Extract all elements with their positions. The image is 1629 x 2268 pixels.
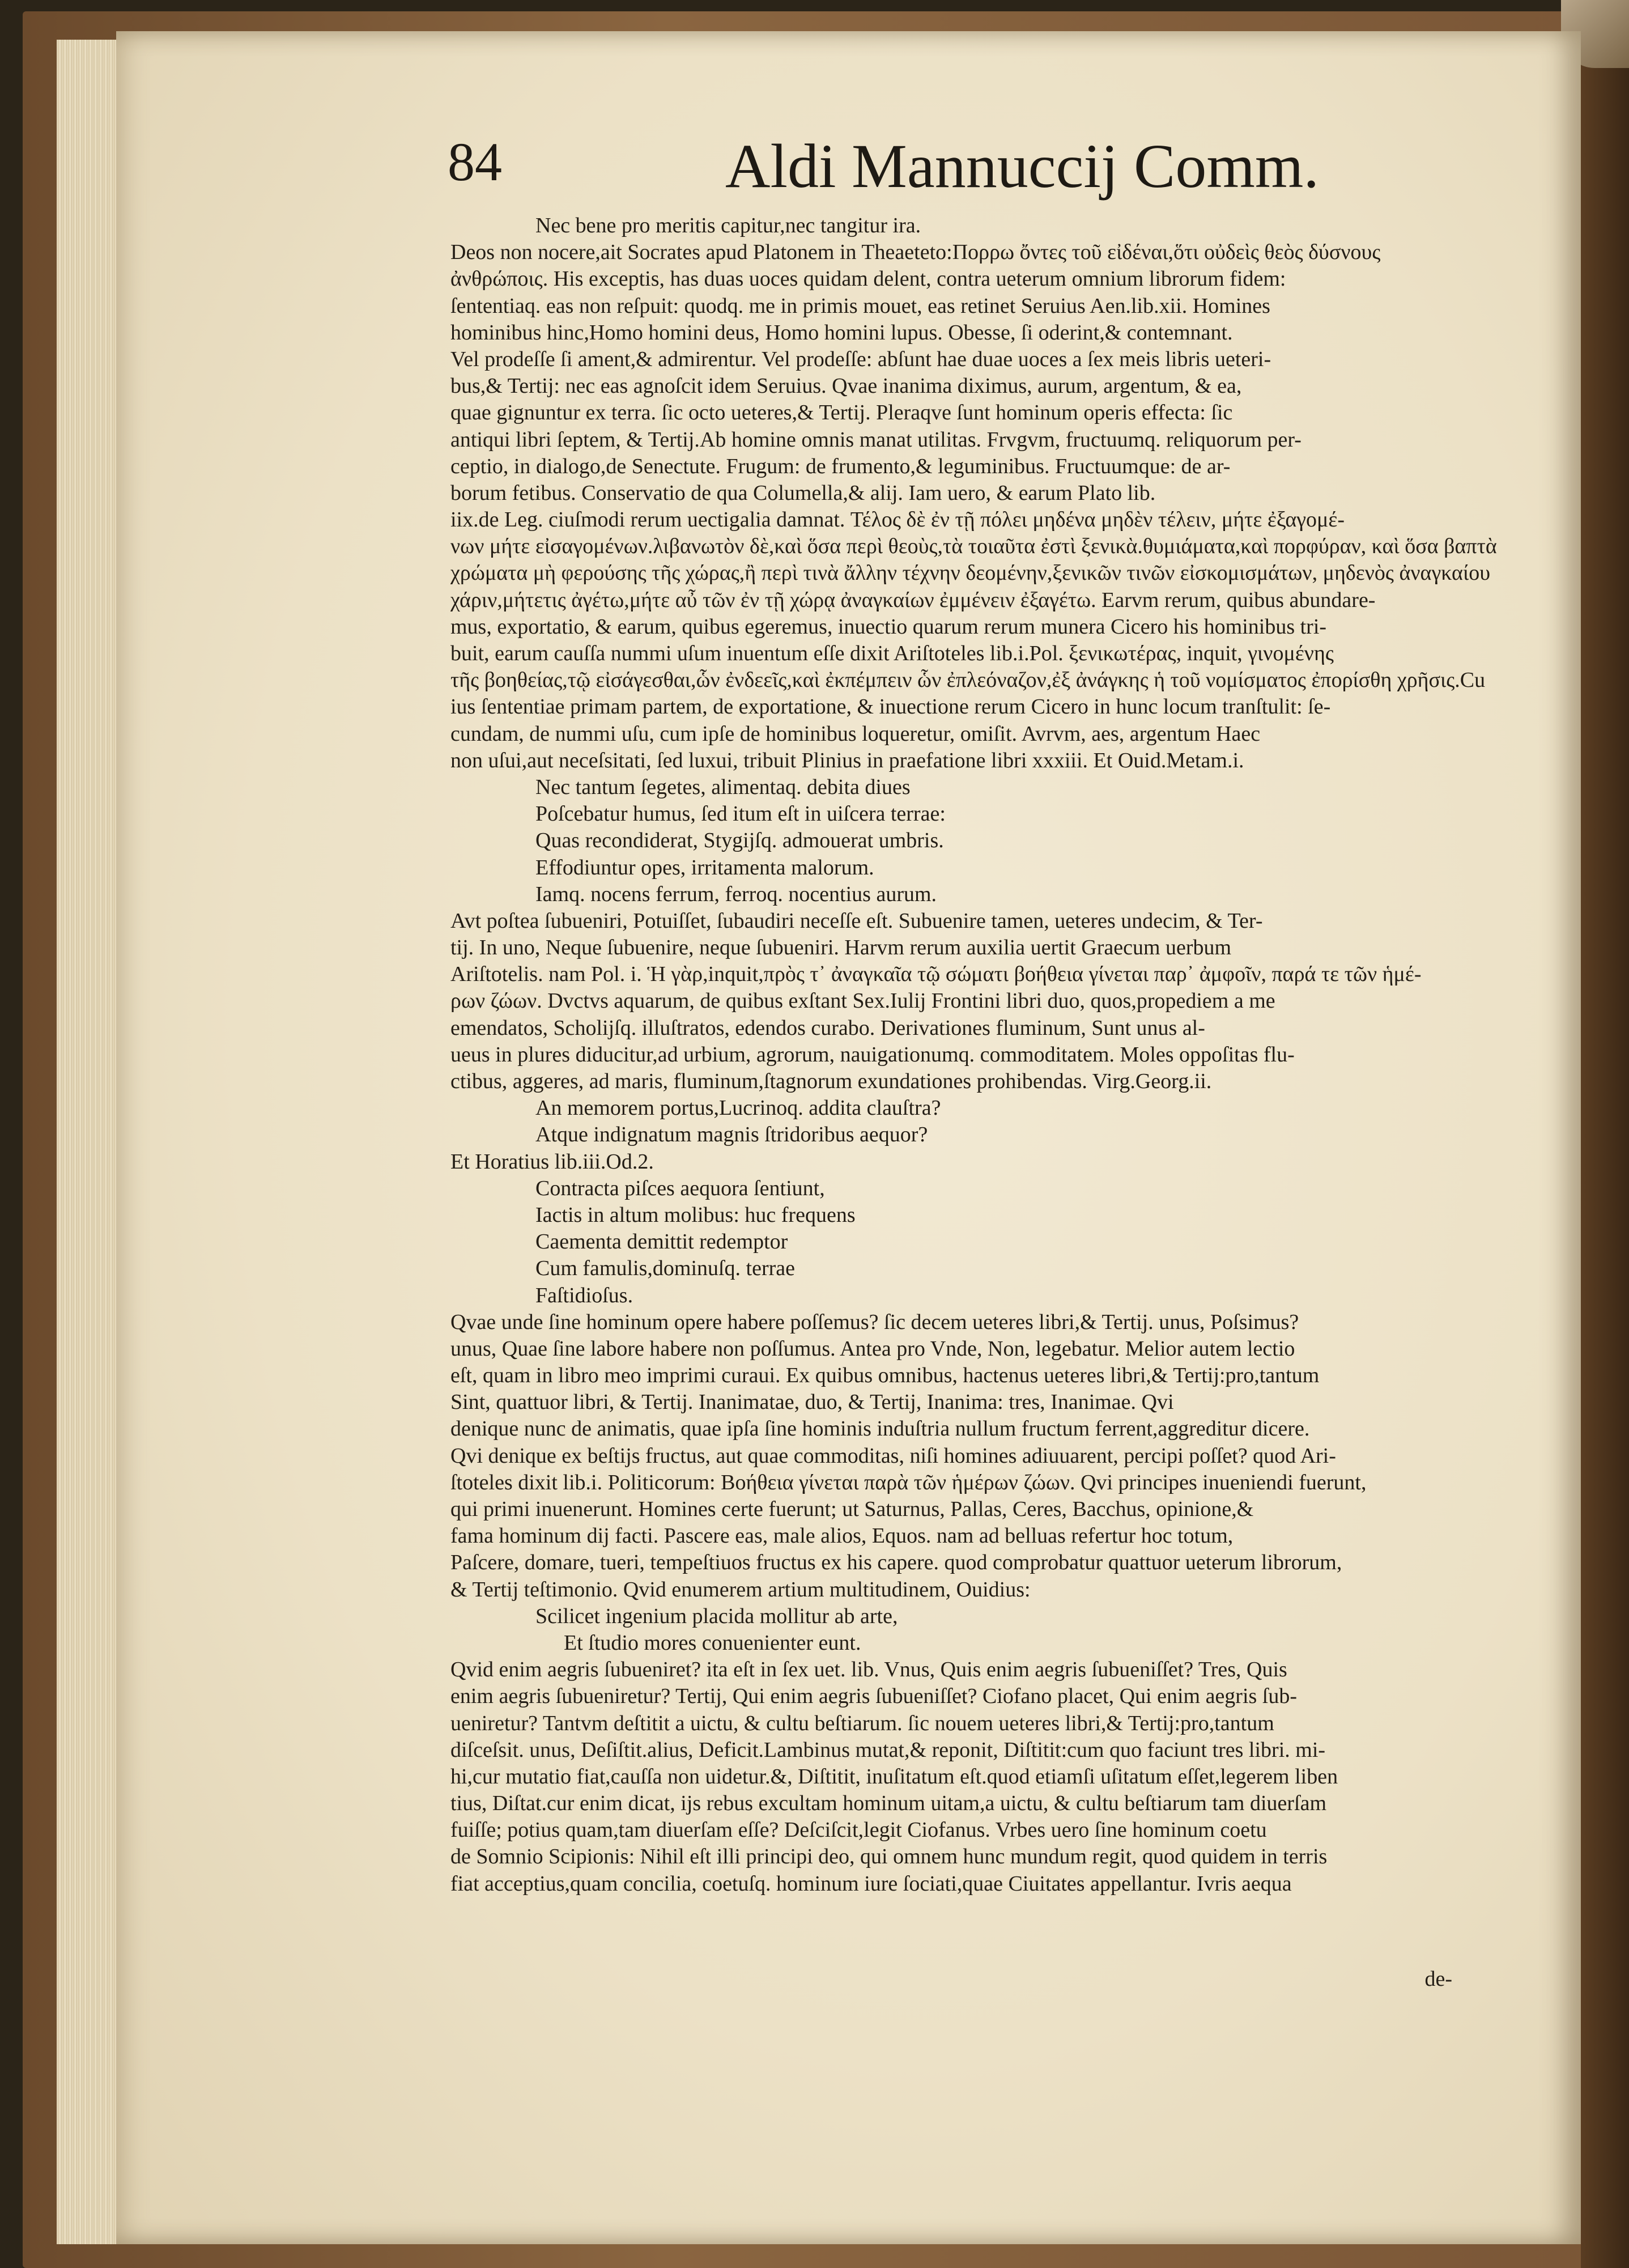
verse-line: Poſcebatur humus, ſed itum eſt in uiſcera terrae:	[535, 802, 946, 826]
text-line: ſententiaq. eas non reſpuit: quodq. me in primis mouet, eas retinet Seruius Aen.lib.xii. Homines	[450, 294, 1270, 318]
text-line: eſt, quam in libro meo imprimi curaui. Ex quibus omnibus, hactenus ueteres libri,& Tertij:pro,tantum	[450, 1364, 1320, 1388]
text-line: Paſcere, domare, tueri, tempeſtiuos fructus ex his capere. quod comprobatur quattuor ueterum librorum,	[450, 1551, 1342, 1575]
verse-line: Atque indignatum magnis ſtridoribus aequor?	[535, 1123, 928, 1147]
text-line: ἀνθρώποις. His exceptis, has duas uoces quidam delent, contra ueterum omnium librorum fidem:	[450, 267, 1286, 291]
text-line: borum fetibus. Conservatio de qua Columella,& alij. Iam uero, & earum Plato lib.	[450, 481, 1156, 505]
text-line: & Tertij teſtimonio. Qvid enumerem artium multitudinem, Ouidius:	[450, 1577, 1031, 1602]
verse-line: Et ſtudio mores conuenienter eunt.	[564, 1630, 861, 1655]
text-line: tius, Diſtat.cur enim dicat, ijs rebus excultam hominum uitam,a uictu, & cultu beſtiarum tam diuerſam	[450, 1791, 1327, 1816]
text-line: diſceſsit. unus, Deſiſtit.alius, Deficit.Lambinus mutat,& reponit, Diſtitit:cum quo faciunt tres libri. mi-	[450, 1738, 1326, 1762]
text-line: qui primi inuenerunt. Homines certe fuerunt; ut Saturnus, Pallas, Ceres, Bacchus, opinione,&	[450, 1497, 1254, 1521]
verse-line: An memorem portus,Lucrinoq. addita clauſtra?	[535, 1096, 941, 1120]
text-line: non uſui,aut neceſsitati, ſed luxui, tribuit Plinius in praefatione libri xxxiii. Et Ouid.Metam.i.	[450, 748, 1244, 772]
verse-line: Cum famulis,dominuſq. terrae	[535, 1256, 796, 1281]
text-line: fuiſſe; potius quam,tam diuerſam eſſe? Deſciſcit,legit Ciofanus. Vrbes uero ſine hominum coetu	[450, 1818, 1267, 1842]
verse-line: Scilicet ingenium placida mollitur ab arte,	[535, 1604, 898, 1628]
verse-line: Nec tantum ſegetes, alimentaq. debita diues	[535, 775, 911, 799]
text-line: iix.de Leg. ciuſmodi rerum uectigalia damnat. Τέλος δὲ ἐν τῇ πόλει μηδένα μηδὲν τέλειν, μήτε ἐξαγομέ-	[450, 508, 1345, 532]
verse-line: Faſtidioſus.	[535, 1283, 633, 1307]
text-line: cundam, de nummi uſu, cum ipſe de hominibus loqueretur, omiſit. Avrvm, aes, argentum Haec	[450, 721, 1261, 746]
page-header	[448, 130, 1524, 204]
greek-line: νων μήτε εἰσαγομένων.λιβανωτὸν δὲ,καὶ ὅσα περὶ θεοὺς,τὰ τοιαῦτα ἐστὶ ξενικὰ.θυμιάματα,καὶ πορφύραν, καὶ ὅσα βαπτὰ	[450, 534, 1497, 559]
catchword: de-	[1424, 1967, 1452, 1991]
text-line: mus, exportatio, & earum, quibus egeremus, inuectio quarum rerum munera Cicero his hominibus tri-	[450, 614, 1327, 639]
text-line: Qvid enim aegris ſubueniret? ita eſt in ſex uet. lib. Vnus, Quis enim aegris ſubueniſſet? Tres, Quis	[450, 1658, 1287, 1682]
text-line: emendatos, Scholijſq. illuſtratos, edendos curabo. Derivationes fluminum, Sunt unus al-	[450, 1016, 1205, 1040]
text-line: Deos non nocere,ait Socrates apud Platonem in Theaeteto:Πορρω ὄντες τοῦ εἰδέναι,ὅτι οὐδεὶς θεὸς δύσνους	[450, 240, 1381, 265]
page-edges	[57, 40, 120, 2244]
text-line: ρων ζώων. Dvctvs aquarum, de quibus exſtant Sex.Iulij Frontini libri duo, quos,propediem a me	[450, 989, 1275, 1013]
text-line: hominibus hinc,Homo homini deus, Homo homini lupus. Obesse, ſi oderint,& contemnant.	[450, 320, 1233, 345]
text-line: fama hominum dij facti. Pascere eas, male alios, Equos. nam ad belluas refertur hoc totum,	[450, 1524, 1234, 1548]
text-line: bus,& Tertij: nec eas agnoſcit idem Seruius. Qvae inanima diximus, aurum, argentum, & ea,	[450, 374, 1242, 398]
verse-line: Iactis in altum molibus: huc frequens	[535, 1203, 856, 1227]
text-line: ſtoteles dixit lib.i. Politicorum: Βοήθεια γίνεται παρὰ τῶν ἡμέρων ζώων. Qvi principes inueniendi fuerunt,	[450, 1470, 1367, 1494]
verse-line: Quas recondiderat, Stygijſq. admouerat umbris.	[535, 829, 944, 853]
commentary-text	[450, 213, 1516, 1897]
text-line: Ariſtotelis. nam Pol. i. Ἡ γὰρ,inquit,πρὸς τ᾽ ἀναγκαῖα τῷ σώματι βοήθεια γίνεται παρ᾽ ἀμφοῖν, παρά τε τῶν ἡμέ-	[450, 962, 1422, 987]
verse-line: Iamq. nocens ferrum, ferroq. nocentius aurum.	[535, 882, 937, 906]
text-line: unus, Quae ſine labore habere non poſſumus. Antea pro Vnde, Non, legebatur. Melior autem lectio	[450, 1336, 1295, 1361]
text-line: Et Horatius lib.iii.Od.2.	[450, 1149, 654, 1174]
text-line: χάριν,μήτετις ἀγέτω,μήτε αὖ τῶν ἐν τῇ χώρᾳ ἀναγκαίων ἐμμένειν ἐξαγέτω. Earvm rerum, quibus abundare-	[450, 588, 1376, 612]
verse-line: Contracta piſces aequora ſentiunt,	[535, 1176, 825, 1200]
verse-line: Caementa demittit redemptor	[535, 1230, 788, 1254]
greek-line: χρώματα μὴ φερούσης τῆς χώρας,ἢ περὶ τινὰ ἄλλην τέχνην δεομένην,ξενικῶν τινῶν εἰσκομισμάτων, μηδενὸς ἀναγκαίου	[450, 561, 1491, 585]
text-line: quae gignuntur ex terra. ſic octo ueteres,& Tertij. Pleraqve ſunt hominum operis effecta: ſic	[450, 401, 1233, 425]
text-line: antiqui libri ſeptem, & Tertij.Ab homine omnis manat utilitas. Frvgvm, fructuumq. reliquorum per-	[450, 427, 1302, 452]
page-number: 84	[448, 131, 502, 192]
running-title: Aldi Mannuccij Comm.	[725, 131, 1319, 201]
text-line: Qvae unde ſine hominum opere habere poſſemus? ſic decem ueteres libri,& Tertij. unus, Poſsimus?	[450, 1310, 1299, 1334]
text-line: ueniretur? Tantvm deſtitit a uictu, & cultu beſtiarum. ſic nouem ueteres libri,& Tertij:pro,tantum	[450, 1711, 1274, 1735]
text-line: hi,cur mutatio fiat,cauſſa non uidetur.&, Diſtitit, inuſitatum eſt.quod etiamſi uſitatum eſſet,legerem liben	[450, 1764, 1338, 1789]
text-line: enim aegris ſubueniretur? Tertij, Qui enim aegris ſubueniſſet? Ciofano placet, Qui enim aegris ſub-	[450, 1684, 1298, 1709]
facing-page-binding	[1581, 0, 1629, 2268]
text-line: buit, earum cauſſa nummi uſum inuentum eſſe dixit Ariſtoteles lib.i.Pol. ξενικωτέρας, inquit, γινομένης	[450, 642, 1334, 665]
text-line: denique nunc de animatis, quae ipſa ſine hominis induſtria nullum fructum ferrent,aggreditur dicere.	[450, 1417, 1310, 1441]
text-line: ueus in plures diducitur,ad urbium, agrorum, nauigationumq. commoditatem. Moles oppoſitas flu-	[450, 1042, 1295, 1067]
text-line: Nec bene pro meritis capitur,nec tangitur ira.	[535, 214, 921, 237]
text-line: Vel prodeſſe ſi ament,& admirentur. Vel prodeſſe: abſunt hae duae uoces a ſex meis libris ueteri-	[450, 347, 1271, 371]
text-line: fiat acceptius,quam concilia, coetuſq. hominum iure ſociati,quae Ciuitates appellantur. Ivris aequa	[450, 1871, 1292, 1896]
text-line: ctibus, aggeres, ad maris, fluminum,ſtagnorum exundationes prohibendas. Virg.Georg.ii.	[450, 1069, 1212, 1093]
greek-line: τῆς βοηθείας,τῷ εἰσάγεσθαι,ὧν ἐνδεεῖς,καὶ ἐκπέμπειν ὧν ἐπλεόναζον,ἐξ ἀνάγκης ἡ τοῦ νομίσματος ἐπορίσθη χρῆσις.Cu	[450, 668, 1486, 693]
text-line: Qvi denique ex beſtijs fructus, aut quae commoditas, niſi homines adiuuarent, percipi poſſet? quod Ari-	[450, 1443, 1336, 1468]
text-line: Avt poſtea ſubueniri, Potuiſſet, ſubaudiri neceſſe eſt. Subuenire tamen, ueteres undecim, & Ter-	[450, 908, 1263, 933]
text-line: tij. In uno, Neque ſubuenire, neque ſubueniri. Harvm rerum auxilia uertit Graecum uerbum	[450, 936, 1232, 960]
text-line: de Somnio Scipionis: Nihil eſt illi principi deo, qui omnem hunc mundum regit, quod quidem in terris	[450, 1845, 1328, 1869]
text-line: ceptio, in dialogo,de Senectute. Frugum: de frumento,& leguminibus. Fructuumque: de ar-	[450, 454, 1231, 478]
text-line: Sint, quattuor libri, & Tertij. Inanimatae, duo, & Tertij, Inanima: tres, Inanimae. Qvi	[450, 1390, 1174, 1415]
text-line: ius ſententiae primam partem, de exportatione, & inuectione rerum Cicero in hunc locum tranſtulit: ſe-	[450, 695, 1331, 719]
verse-line: Effodiuntur opes, irritamenta malorum.	[535, 855, 874, 880]
